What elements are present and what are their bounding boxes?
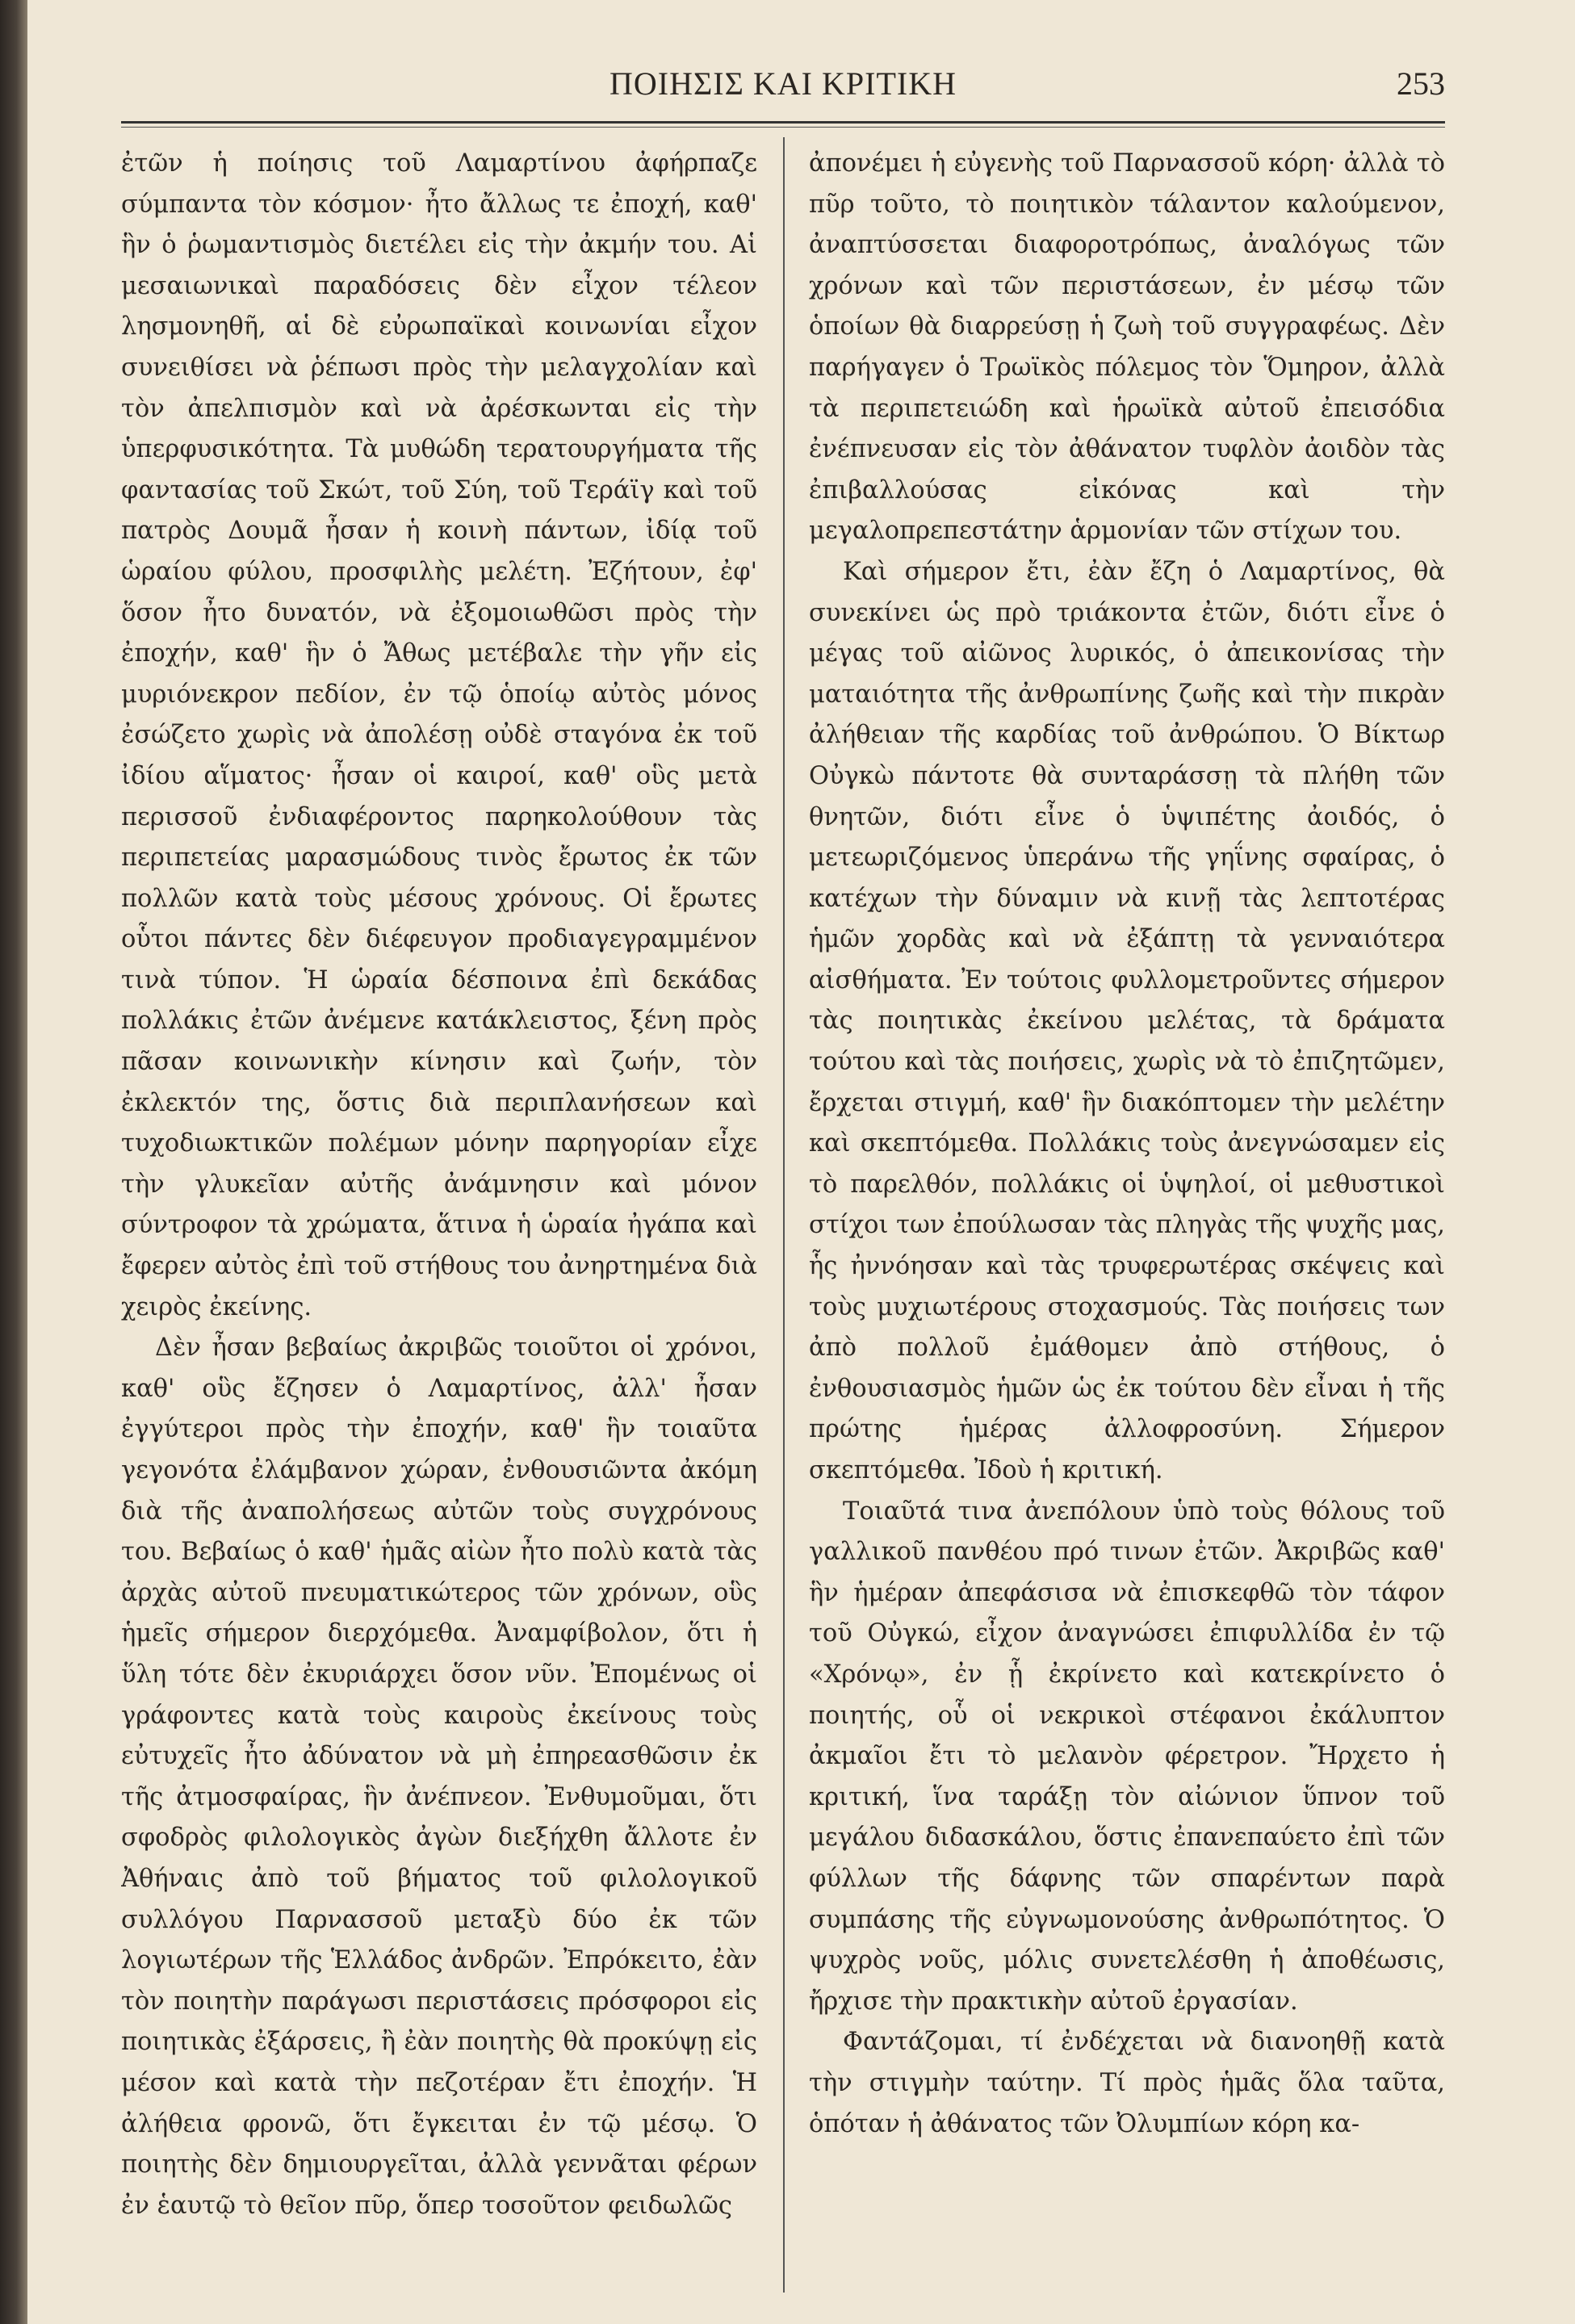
- paragraph: ἐτῶν ἡ ποίησις τοῦ Λαμαρτίνου ἀφήρπαζε σύμπαντα τὸν κόσμον· ἦτο ἄλλως τε ἐποχή, καθ' ἣν ὁ ῥωμαντισμὸς διετέλει εἰς τὴν ἀκμήν του. Αἱ μεσαιωνικαὶ παραδόσεις δὲν εἶχον τέλεον λησμονηθῆ, αἱ δὲ εὐρωπαϊκαὶ κοινωνίαι εἶχον συνειθίσει νὰ ῥέπωσι πρὸς τὴν μελαγχολίαν καὶ τὸν ἀπελπισμὸν καὶ νὰ ἀρέσκωνται εἰς τὴν ὑπερφυσικότητα. Τὰ μυθώδη τερατουργήματα τῆς φαντασίας τοῦ Σκώτ, τοῦ Σύη, τοῦ Τεράϊγ καὶ τοῦ πατρὸς Δουμᾶ ἦσαν ἡ κοινὴ πάντων, ἰδίᾳ τοῦ ὡραίου φύλου, προσφιλὴς μελέτη. Ἐζήτουν, ἐφ' ὅσον ἦτο δυνατόν, νὰ ἐξομοιωθῶσι πρὸς τὴν ἐποχήν, καθ' ἣν ὁ Ἄθως μετέβαλε τὴν γῆν εἰς μυριόνεκρον πεδίον, ἐν τῷ ὁποίῳ αὐτὸς μόνος ἐσώζετο χωρὶς νὰ ἀπολέσῃ οὐδὲ σταγόνα ἐκ τοῦ ἰδίου αἵματος· ἦσαν οἱ καιροί, καθ' οὓς μετὰ περισσοῦ ἐνδιαφέροντος παρηκολούθουν τὰς περιπετείας μαρασμώδους τινὸς ἔρωτος ἐκ τῶν πολλῶν κατὰ τοὺς μέσους χρόνους. Οἱ ἔρωτες οὗτοι πάντες δὲν διέφευγον προδιαγεγραμμένον τινὰ τύπον. Ἡ ὡραία δέσποινα ἐπὶ δεκάδας πολλάκις ἐτῶν ἀνέμενε κατάκλειστος, ξένη πρὸς πᾶσαν κοινωνικὴν κίνησιν καὶ ζωήν, τὸν ἐκλεκτόν της, ὅστις διὰ περιπλανήσεων καὶ τυχοδιωκτικῶν πολέμων μόνην παρηγορίαν εἶχε τὴν γλυκεῖαν αὐτῆς ἀνάμνησιν καὶ μόνον σύντροφον τὰ χρώματα, ἅτινα ἡ ὡραία ἠγάπα καὶ ἔφερεν αὐτὸς ἐπὶ τοῦ στήθους του ἀνηρτημένα διὰ χειρὸς ἐκείνης.: [121, 149, 757, 1321]
- page-binding-edge: [0, 0, 27, 2324]
- page-header: [121, 65, 1445, 121]
- paragraph: Τοιαῦτά τινα ἀνεπόλουν ὑπὸ τοὺς θόλους τοῦ γαλλικοῦ πανθέου πρό τινων ἐτῶν. Ἀκριβῶς καθ' ἣν ἡμέραν ἀπεφάσισα νὰ ἐπισκεφθῶ τὸν τάφον τοῦ Οὐγκώ, εἶχον ἀναγνώσει ἐπιφυλλίδα ἐν τῷ «Χρόνῳ», ἐν ᾗ ἐκρίνετο καὶ κατεκρίνετο ὁ ποιητής, οὗ οἱ νεκρικοὶ στέφανοι ἐκάλυπτον ἀκμαῖοι ἔτι τὸ μελανὸν φέρετρον. Ἤρχετο ἡ κριτική, ἵνα ταράξῃ τὸν αἰώνιον ὕπνον τοῦ μεγάλου διδασκάλου, ὅστις ἐπανεπαύετο ἐπὶ τῶν φύλλων τῆς δάφνης τῶν σπαρέντων παρὰ συμπάσης τῆς εὐγνωμονούσης ἀνθρωπότητος. Ὁ ψυχρὸς νοῦς, μόλις συνετελέσθη ἡ ἀποθέωσις, ἤρχισε τὴν πρακτικὴν αὐτοῦ ἐργασίαν.: [809, 1497, 1445, 2016]
- paragraph: ἀπονέμει ἡ εὐγενὴς τοῦ Παρνασσοῦ κόρη· ἀλλὰ τὸ πῦρ τοῦτο, τὸ ποιητικὸν τάλαντον καλούμενον, ἀναπτύσσεται διαφοροτρόπως, ἀναλόγως τῶν χρόνων καὶ τῶν περιστάσεων, ἐν μέσῳ τῶν ὁποίων θὰ διαρρεύσῃ ἡ ζωὴ τοῦ συγγραφέως. Δὲν παρήγαγεν ὁ Τρωϊκὸς πόλεμος τὸν Ὅμηρον, ἀλλὰ τὰ περιπετειώδη καὶ ἡρωϊκὰ αὐτοῦ ἐπεισόδια ἐνέπνευσαν εἰς τὸν ἀθάνατον τυφλὸν ἀοιδὸν τὰς ἐπιβαλλούσας εἰκόνας καὶ τὴν μεγαλοπρεπεστάτην ἁρμονίαν τῶν στίχων του.: [809, 149, 1445, 546]
- right-column: [809, 144, 1445, 2291]
- book-page: [121, 48, 1445, 2301]
- paragraph: Φαντάζομαι, τί ἐνδέχεται νὰ διανοηθῇ κατὰ τὴν στιγμὴν ταύτην. Τί πρὸς ἡμᾶς ὅλα ταῦτα, ὁπόταν ἡ ἀθάνατος τῶν Ὀλυμπίων κόρη κα-: [809, 2028, 1445, 2138]
- paragraph: Καὶ σήμερον ἔτι, ἐὰν ἔζη ὁ Λαμαρτίνος, θὰ συνεκίνει ὡς πρὸ τριάκοντα ἐτῶν, διότι εἶνε ὁ μέγας τοῦ αἰῶνος λυρικός, ὁ ἀπεικονίσας τὴν ματαιότητα τῆς ἀνθρωπίνης ζωῆς καὶ τὴν πικρὰν ἀλήθειαν τῆς καρδίας τοῦ ἀνθρώπου. Ὁ Βίκτωρ Οὐγκὼ πάντοτε θὰ συνταράσσῃ τὰ πλήθη τῶν θνητῶν, διότι εἶνε ὁ ὑψιπέτης ἀοιδός, ὁ μετεωριζόμενος ὑπεράνω τῆς γηΐνης σφαίρας, ὁ κατέχων τὴν δύναμιν νὰ κινῇ τὰς λεπτοτέρας ἡμῶν χορδὰς καὶ νὰ ἐξάπτῃ τὰ γενναιότερα αἰσθήματα. Ἐν τούτοις φυλλομετροῦντες σήμερον τὰς ποιητικὰς ἐκείνου μελέτας, τὰ δράματα τούτου καὶ τὰς ποιήσεις, χωρὶς νὰ τὸ ἐπιζητῶμεν, ἔρχεται στιγμή, καθ' ἣν διακόπτομεν τὴν μελέτην καὶ σκεπτόμεθα. Πολλάκις τοὺς ἀνεγνώσαμεν εἰς τὸ παρελθόν, πολλάκις οἱ ὑψηλοί, οἱ μεθυστικοὶ στίχοι των ἐπούλωσαν τὰς πληγὰς τῆς ψυχῆς μας, ἧς ἠννόησαν καὶ τὰς τρυφερωτέρας σκέψεις καὶ τοὺς μυχιωτέρους στοχασμούς. Τὰς ποιήσεις των ἀπὸ πολλοῦ ἐμάθομεν ἀπὸ στήθους, ὁ ἐνθουσιασμὸς ἡμῶν ὡς ἐκ τούτου δὲν εἶναι ἡ τῆς πρώτης ἡμέρας ἀλλοφροσύνη. Σήμερον σκεπτόμεθα. Ἰδοὺ ἡ κριτική.: [809, 557, 1445, 1484]
- paragraph: Δὲν ἦσαν βεβαίως ἀκριβῶς τοιοῦτοι οἱ χρόνοι, καθ' οὓς ἔζησεν ὁ Λαμαρτίνος, ἀλλ' ἦσαν ἐγγύτεροι πρὸς τὴν ἐποχήν, καθ' ἣν τοιαῦτα γεγονότα ἐλάμβανον χώραν, ἐνθουσιῶντα ἀκόμη διὰ τῆς ἀναπολήσεως αὐτῶν τοὺς συγχρόνους του. Βεβαίως ὁ καθ' ἡμᾶς αἰὼν ἦτο πολὺ κατὰ τὰς ἀρχὰς αὐτοῦ πνευματικώτερος τῶν χρόνων, οὓς ἡμεῖς σήμερον διερχόμεθα. Ἀναμφίβολον, ὅτι ἡ ὕλη τότε δὲν ἐκυριάρχει ὅσον νῦν. Ἐπομένως οἱ γράφοντες κατὰ τοὺς καιροὺς ἐκείνους τοὺς εὐτυχεῖς ἦτο ἀδύνατον νὰ μὴ ἐπηρεασθῶσιν ἐκ τῆς ἀτμοσφαίρας, ἣν ἀνέπνεον. Ἐνθυμοῦμαι, ὅτι σφοδρὸς φιλολογικὸς ἀγὼν διεξήχθη ἄλλοτε ἐν Ἀθήναις ἀπὸ τοῦ βήματος τοῦ φιλολογικοῦ συλλόγου Παρνασσοῦ μεταξὺ δύο ἐκ τῶν λογιωτέρων τῆς Ἑλλάδος ἀνδρῶν. Ἐπρόκειτο, ἐὰν τὸν ποιητὴν παράγωσι περιστάσεις πρόσφοροι εἰς ποιητικὰς ἐξάρσεις, ἢ ἐὰν ποιητὴς θὰ προκύψῃ εἰς μέσον καὶ κατὰ τὴν πεζοτέραν ἔτι ἐποχήν. Ἡ ἀλήθεια φρονῶ, ὅτι ἔγκειται ἐν τῷ μέσῳ. Ὁ ποιητὴς δὲν δημιουργεῖται, ἀλλὰ γεννᾶται φέρων ἐν ἑαυτῷ τὸ θεῖον πῦρ, ὅπερ τοσοῦτον φειδωλῶς: [121, 1334, 757, 2220]
- left-column: [121, 144, 757, 2291]
- header-rule-thin: [121, 127, 1445, 128]
- column-divider: [783, 137, 785, 2293]
- header-rule: [121, 121, 1445, 124]
- page-number: 253: [1397, 65, 1445, 102]
- running-head: ΠΟΙΗΣΙΣ ΚΑΙ ΚΡΙΤΙΚΗ: [609, 65, 957, 102]
